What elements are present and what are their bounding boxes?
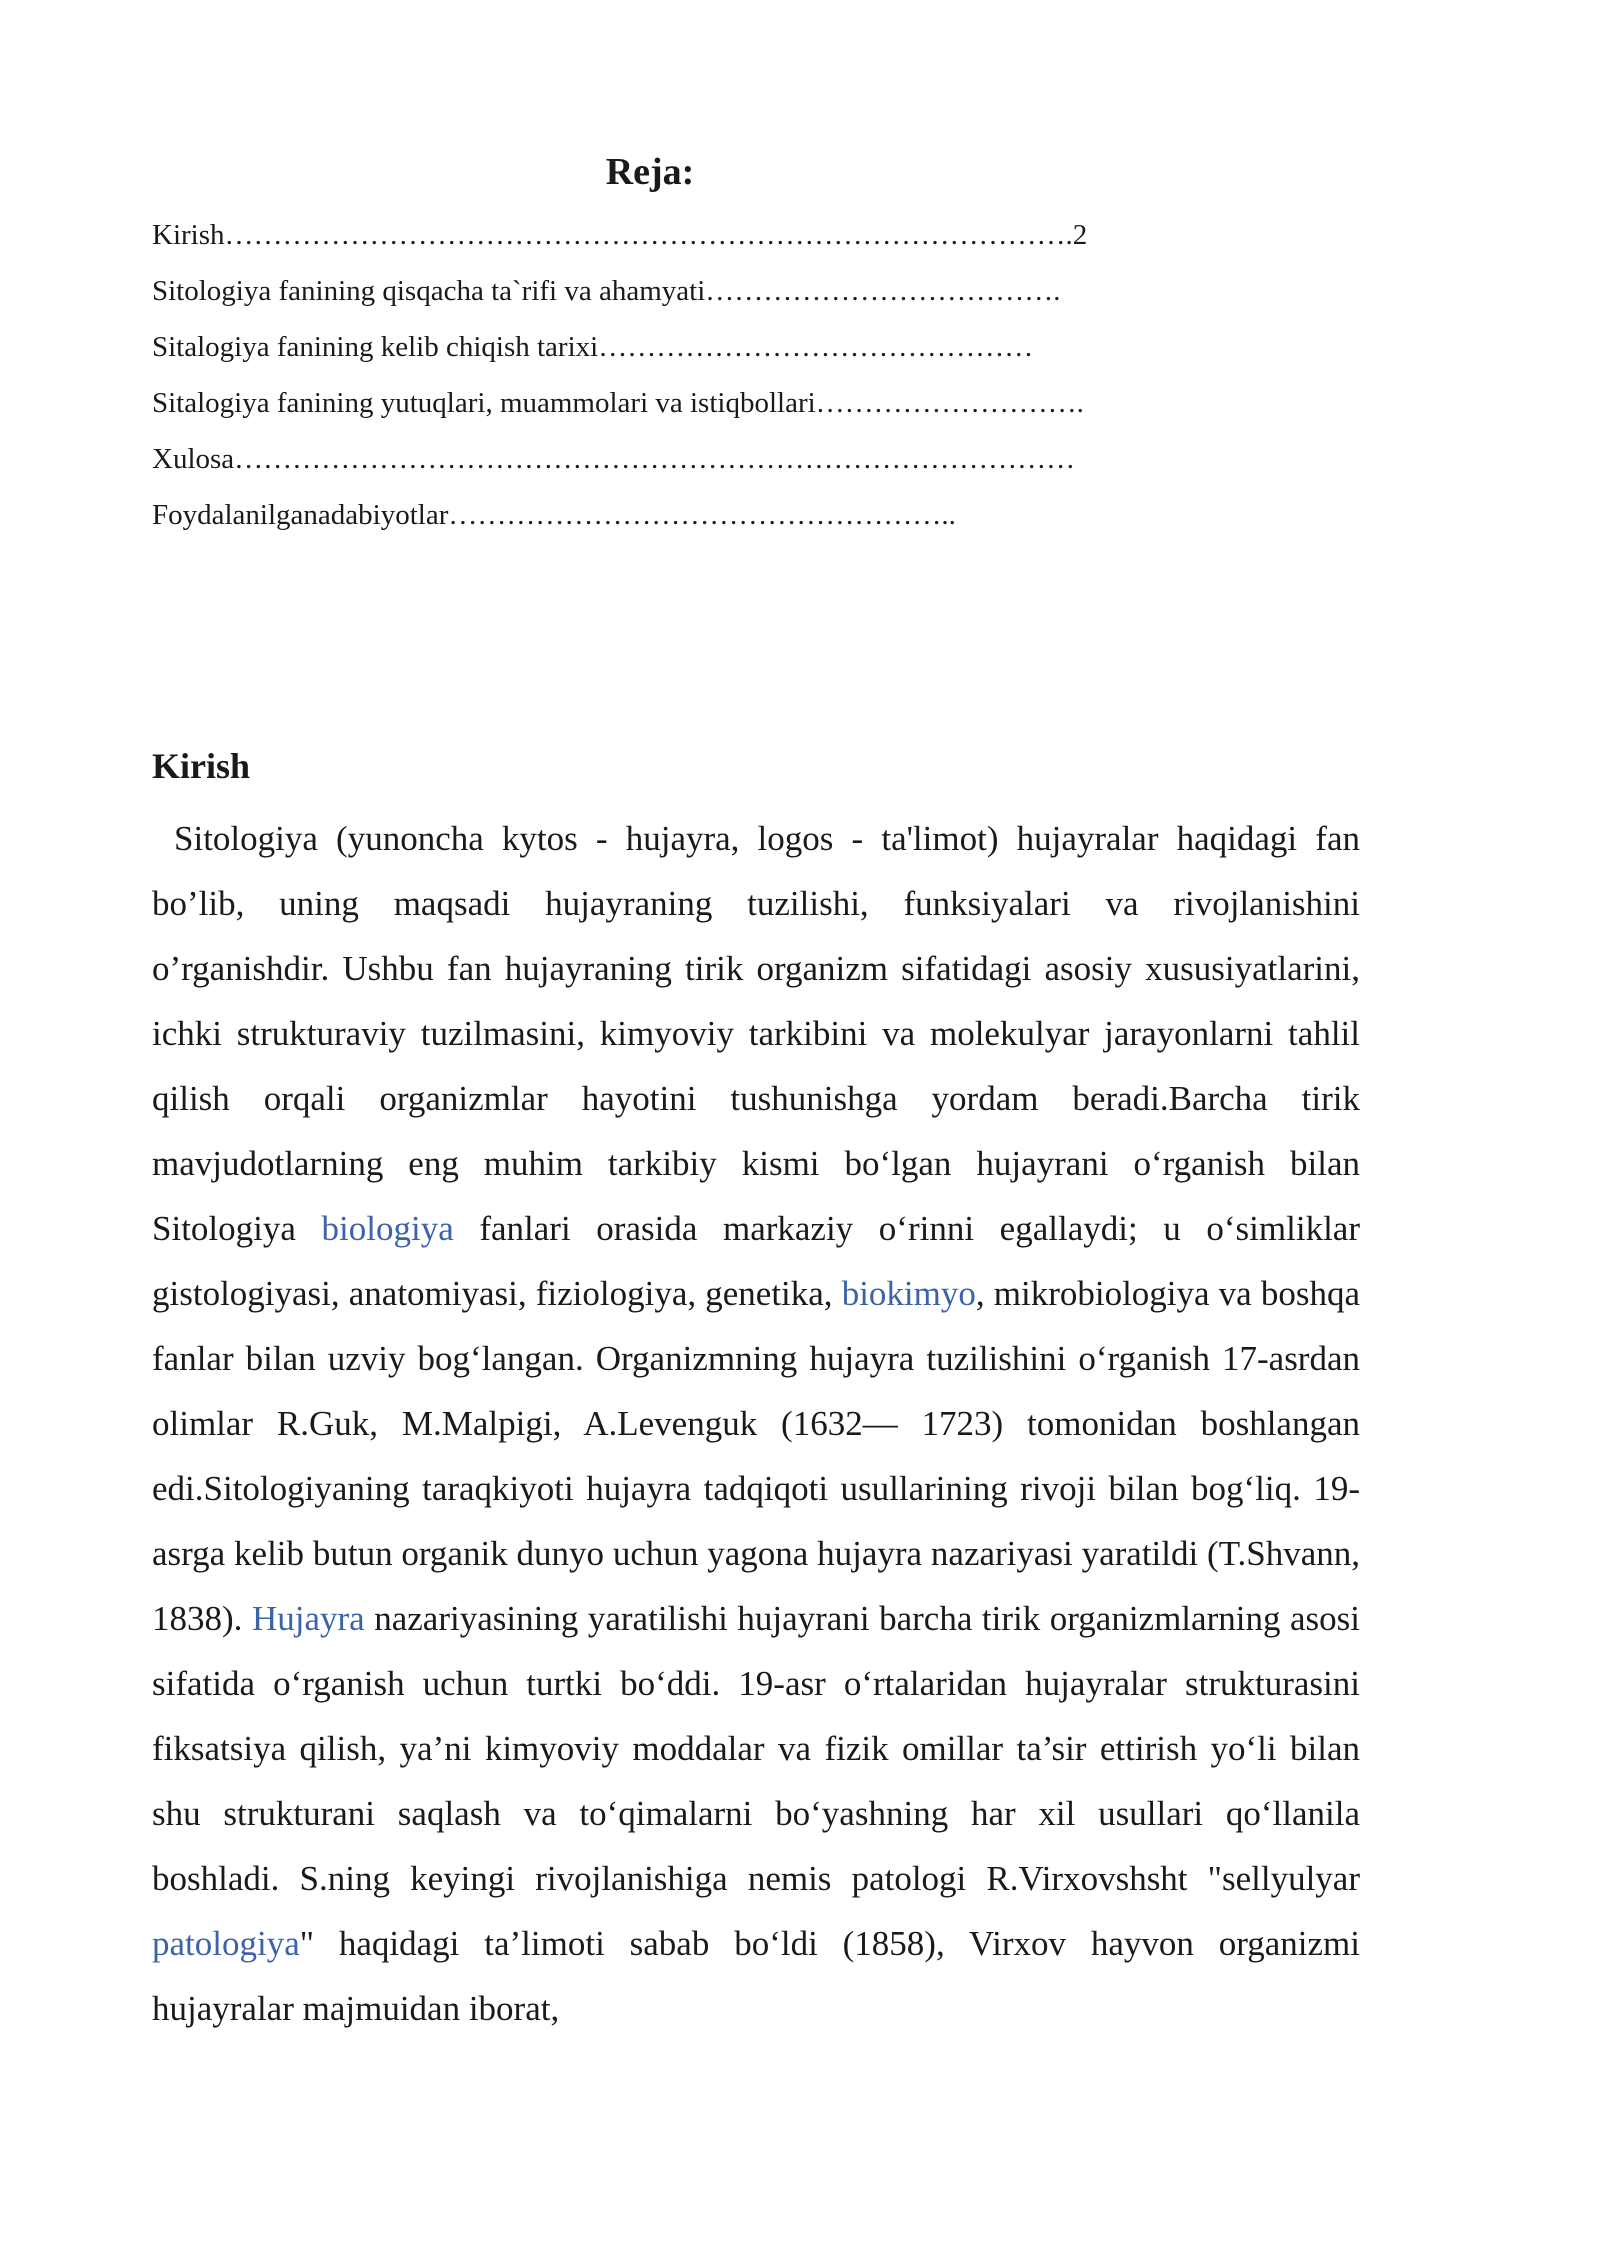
section-heading: Kirish [152,746,251,786]
link-biokimyo[interactable]: biokimyo [841,1274,976,1313]
link-hujayra[interactable]: Hujayra [251,1599,365,1638]
paragraph-text-1: Sitologiya (yunoncha kytos - hujayra, logos - ta'limot) hujayralar haqidagi fan bo’lib, uning maqsadi hujayraning tuzilishi, funksiyalari va rivojlanishini o’rganishdir. Ushbu fan hujayraning tirik organizm sifatidagi asosiy xususiyatlarini, ichki strukturaviy tuzilmasini, kimyoviy tarkibini va molekulyar jarayonlarni tahlil qilish orqali organizmlar hayotini tushunishga yordam beradi.Barcha tirik mavjudotlarning eng muhim tarkibiy kismi boʻlgan hujayrani oʻrganish bilan Sitologiya [152,819,1360,1248]
table-of-contents [152,215,1352,551]
paragraph-text-3: , mikrobiologiya va boshqa fanlar bilan uzviy bogʻlangan. Organizmning hujayra tuzilishini oʻrganish 17-asrdan olimlar R.Guk, M.Malpigi, A.Levenguk (1632— 1723) tomonidan boshlangan edi.Sitologiyaning taraqkiyoti hujayra tadqiqoti usullarining rivoji bilan bogʻliq. 19-asrga kelib butun organik dunyo uchun yagona hujayra nazariyasi yaratildi (T.Shvann, 1838). [152,1274,1360,1638]
toc-item-history: Sitalogiya fanining kelib chiqish tarixi……………………………………… [152,331,1034,363]
toc-item-achievements: Sitalogiya fanining yutuqlari, muammolari va istiqbollari………………………. [152,387,1084,419]
paragraph-text-5: " haqidagi ta’limoti sabab boʻldi (1858), Virxov hayvon organizmi hujayralar majmuidan iborat, [152,1924,1360,2028]
paragraph-text-4: nazariyasining yaratilishi hujayrani barcha tirik organizmlarning asosi sifatida oʻrganish uchun turtki boʻddi. 19-asr oʻrtalaridan hujayralar strukturasini fiksatsiya qilish, ya’ni kimyoviy moddalar va fizik omillar ta’sir ettirish yoʻli bilan shu strukturani saqlash va toʻqimalarni boʻyashning har xil usullari qoʻllanila boshladi. S.ning keyingi rivojlanishiga nemis patologi R.Virxovshsht "sellyulyar [152,1599,1360,1898]
body-paragraph [152,806,1360,2041]
toc-item-introduction: Kirish…………………………………………………………………………….2 [152,219,1088,251]
link-biologiya[interactable]: biologiya [321,1209,454,1248]
paragraph-text-2: fanlari orasida markaziy oʻrinni egallaydi; u oʻsimliklar gistologiyasi, anatomiyasi, fiziologiya, genetika, [152,1209,1360,1313]
toc-item-definition: Sitologiya fanining qisqacha ta`rifi va ahamyati………………………………. [152,275,1061,307]
toc-item-conclusion: Xulosa…………………………………………………………………………… [152,443,1076,475]
plan-title: Reja: [605,151,695,193]
toc-item-references: Foydalanilganadabiyotlar…………………………………………….. [152,499,956,531]
link-patologiya[interactable]: patologiya [152,1924,300,1963]
